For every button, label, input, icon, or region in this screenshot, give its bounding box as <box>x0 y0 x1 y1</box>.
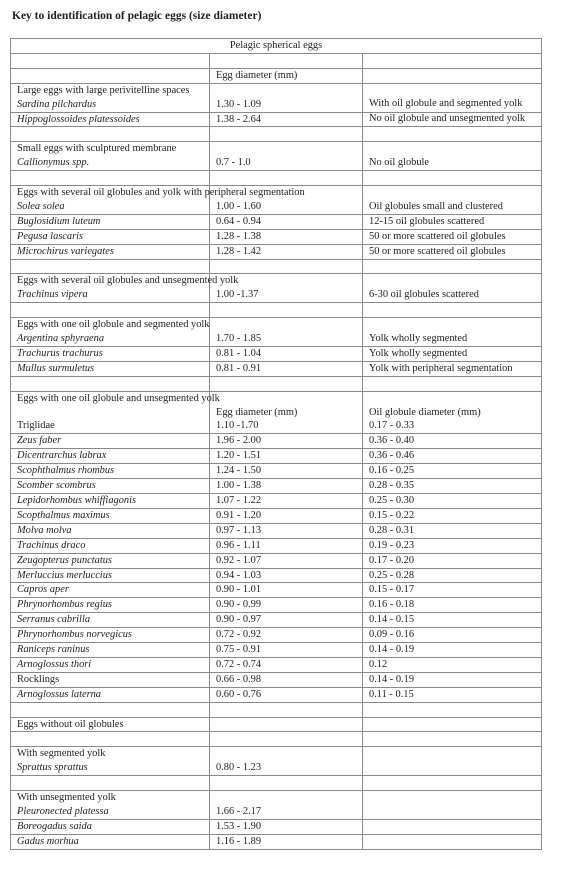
note-cell: No oil globule and unsegmented yolk <box>363 112 542 127</box>
column-header-row <box>11 406 542 420</box>
empty-cell <box>363 186 542 200</box>
empty-cell <box>11 53 210 68</box>
spacer-row <box>11 376 542 391</box>
note-cell: 12-15 oil globules scattered <box>363 214 542 229</box>
species-name: Molva molva <box>11 523 210 538</box>
species-name: Sardina pilchardus <box>11 98 210 112</box>
empty-cell <box>363 318 542 332</box>
empty-cell <box>210 791 363 805</box>
species-name: Raniceps raninus <box>11 643 210 658</box>
egg-diameter: 0.81 - 1.04 <box>210 346 363 361</box>
empty-cell <box>11 406 210 420</box>
note-cell: 0.17 - 0.33 <box>363 419 542 433</box>
empty-cell <box>210 702 363 717</box>
egg-diameter: 0.64 - 0.94 <box>210 214 363 229</box>
note-cell: 0.17 - 0.20 <box>363 553 542 568</box>
table-row <box>11 568 542 583</box>
section-label: Large eggs with large perivitelline spaces <box>11 83 210 97</box>
table-row <box>11 598 542 613</box>
empty-cell <box>363 171 542 186</box>
egg-diameter: 1.66 - 2.17 <box>210 805 363 819</box>
table-row <box>11 361 542 376</box>
species-name: Phrynorhombus regius <box>11 598 210 613</box>
species-name: Scopthalmus maximus <box>11 508 210 523</box>
empty-cell <box>11 259 210 274</box>
empty-cell <box>210 303 363 318</box>
empty-cell <box>363 274 542 288</box>
section-label: With unsegmented yolk <box>11 791 210 805</box>
table-row <box>11 672 542 687</box>
empty-cell <box>210 732 363 747</box>
empty-cell <box>11 303 210 318</box>
empty-cell <box>11 776 210 791</box>
table-row <box>11 643 542 658</box>
egg-diameter-header: Egg diameter (mm) <box>210 68 363 83</box>
note-cell: 6-30 oil globules scattered <box>363 288 542 302</box>
note-cell: 0.36 - 0.40 <box>363 434 542 449</box>
section-row <box>11 391 542 405</box>
empty-cell <box>210 142 363 156</box>
note-cell: Yolk wholly segmented <box>363 332 542 346</box>
section-label: Eggs with several oil globules and unsegmented yolk <box>11 274 210 288</box>
note-cell: 0.14 - 0.19 <box>363 672 542 687</box>
table-header-row <box>11 39 542 54</box>
egg-diameter: 0.80 - 1.23 <box>210 761 363 775</box>
species-name: Pegusa lascaris <box>11 229 210 244</box>
table-row <box>11 657 542 672</box>
note-cell: 50 or more scattered oil globules <box>363 229 542 244</box>
spacer-row <box>11 53 542 68</box>
note-cell: 0.25 - 0.30 <box>363 494 542 509</box>
main-header-cell: Pelagic spherical eggs <box>11 39 542 54</box>
section-label: Small eggs with sculptured membrane <box>11 142 210 156</box>
empty-cell <box>363 142 542 156</box>
spacer-row <box>11 171 542 186</box>
empty-cell <box>11 732 210 747</box>
species-name: Scomber scombrus <box>11 479 210 494</box>
note-cell: With oil globule and segmented yolk <box>363 98 542 112</box>
identification-key-table <box>10 38 542 850</box>
table-row <box>11 200 542 214</box>
egg-diameter: 0.90 - 0.97 <box>210 613 363 628</box>
empty-cell <box>11 171 210 186</box>
empty-cell <box>210 83 363 97</box>
species-name: Gadus morhua <box>11 834 210 849</box>
section-label: Eggs with one oil globule and unsegmented yolk <box>11 391 210 405</box>
egg-diameter: 1.53 - 1.90 <box>210 819 363 834</box>
egg-diameter: 1.07 - 1.22 <box>210 494 363 509</box>
species-name: Trachurus trachurus <box>11 346 210 361</box>
species-name: Buglosidium luteum <box>11 214 210 229</box>
table-row <box>11 156 542 170</box>
column-header-row <box>11 68 542 83</box>
species-name: Argentina sphyraena <box>11 332 210 346</box>
empty-cell <box>363 732 542 747</box>
table-row <box>11 494 542 509</box>
species-name: Solea solea <box>11 200 210 214</box>
egg-diameter: 1.00 - 1.60 <box>210 200 363 214</box>
egg-diameter: 0.97 - 1.13 <box>210 523 363 538</box>
note-cell: 0.28 - 0.35 <box>363 479 542 494</box>
section-row <box>11 274 542 288</box>
spacer-row <box>11 127 542 142</box>
species-name: Rocklings <box>11 672 210 687</box>
section-row <box>11 318 542 332</box>
egg-diameter: 1.70 - 1.85 <box>210 332 363 346</box>
note-cell: Yolk with peripheral segmentation <box>363 361 542 376</box>
spacer-row <box>11 776 542 791</box>
egg-diameter-header: Egg diameter (mm) <box>210 406 363 420</box>
species-name: Trachinus vipera <box>11 288 210 302</box>
egg-diameter: 1.10 -1.70 <box>210 419 363 433</box>
section-label: Eggs with one oil globule and segmented yolk <box>11 318 210 332</box>
egg-diameter: 0.94 - 1.03 <box>210 568 363 583</box>
species-name: Capros aper <box>11 583 210 598</box>
table-row <box>11 538 542 553</box>
empty-cell <box>363 303 542 318</box>
note-cell: 0.36 - 0.46 <box>363 449 542 464</box>
egg-diameter: 0.90 - 1.01 <box>210 583 363 598</box>
empty-cell <box>363 791 542 805</box>
empty-cell <box>210 259 363 274</box>
table-row <box>11 523 542 538</box>
spacer-row <box>11 303 542 318</box>
note-cell: 0.15 - 0.22 <box>363 508 542 523</box>
spacer-row <box>11 732 542 747</box>
species-name: Callionymus spp. <box>11 156 210 170</box>
empty-cell <box>363 53 542 68</box>
species-name: Sprattus sprattus <box>11 761 210 775</box>
egg-diameter: 0.72 - 0.92 <box>210 628 363 643</box>
species-name: Zeus faber <box>11 434 210 449</box>
table-row <box>11 687 542 702</box>
species-name: Trachinus draco <box>11 538 210 553</box>
species-name: Scophthalmus rhombus <box>11 464 210 479</box>
note-cell: Yolk wholly segmented <box>363 346 542 361</box>
section-row <box>11 186 542 200</box>
empty-cell <box>210 717 363 732</box>
egg-diameter: 1.16 - 1.89 <box>210 834 363 849</box>
egg-diameter: 1.24 - 1.50 <box>210 464 363 479</box>
egg-diameter: 0.91 - 1.20 <box>210 508 363 523</box>
empty-cell <box>363 776 542 791</box>
species-name: Lepidorhombus whiffiagonis <box>11 494 210 509</box>
note-cell: Oil globules small and clustered <box>363 200 542 214</box>
section-row <box>11 747 542 761</box>
species-name: Zeugopterus punctatus <box>11 553 210 568</box>
section-row <box>11 142 542 156</box>
note-cell: 0.28 - 0.31 <box>363 523 542 538</box>
empty-cell <box>363 376 542 391</box>
empty-cell <box>11 702 210 717</box>
empty-cell <box>363 127 542 142</box>
oil-globule-diameter-header: Oil globule diameter (mm) <box>363 406 542 420</box>
egg-diameter: 1.96 - 2.00 <box>210 434 363 449</box>
empty-cell <box>210 127 363 142</box>
table-row <box>11 229 542 244</box>
egg-diameter: 1.00 -1.37 <box>210 288 363 302</box>
empty-cell <box>11 376 210 391</box>
egg-diameter: 0.81 - 0.91 <box>210 361 363 376</box>
note-cell: 0.14 - 0.19 <box>363 643 542 658</box>
table-row <box>11 244 542 259</box>
species-name: Phrynorhombus norvegicus <box>11 628 210 643</box>
egg-diameter: 0.72 - 0.74 <box>210 657 363 672</box>
table-row <box>11 214 542 229</box>
egg-diameter: 1.38 - 2.64 <box>210 112 363 127</box>
species-name: Arnoglossus laterna <box>11 687 210 702</box>
table-row <box>11 805 542 819</box>
note-cell: 0.25 - 0.28 <box>363 568 542 583</box>
egg-diameter: 1.28 - 1.38 <box>210 229 363 244</box>
section-row <box>11 717 542 732</box>
section-row <box>11 83 542 97</box>
empty-cell <box>363 83 542 97</box>
empty-cell <box>210 376 363 391</box>
table-row <box>11 112 542 127</box>
egg-diameter: 0.60 - 0.76 <box>210 687 363 702</box>
table-row <box>11 346 542 361</box>
section-label: Eggs without oil globules <box>11 717 210 732</box>
table-row <box>11 288 542 302</box>
egg-diameter: 0.75 - 0.91 <box>210 643 363 658</box>
egg-diameter: 0.7 - 1.0 <box>210 156 363 170</box>
table-row <box>11 819 542 834</box>
table-row <box>11 628 542 643</box>
section-label: With segmented yolk <box>11 747 210 761</box>
note-cell: 0.11 - 0.15 <box>363 687 542 702</box>
empty-cell <box>363 259 542 274</box>
empty-cell <box>363 702 542 717</box>
table-row <box>11 508 542 523</box>
table-row <box>11 464 542 479</box>
note-cell <box>363 761 542 775</box>
empty-cell <box>210 776 363 791</box>
species-name: Dicentrarchus labrax <box>11 449 210 464</box>
spacer-row <box>11 702 542 717</box>
egg-diameter: 1.20 - 1.51 <box>210 449 363 464</box>
table-row <box>11 479 542 494</box>
table-row <box>11 761 542 775</box>
empty-cell <box>210 318 363 332</box>
table-row <box>11 583 542 598</box>
table-row <box>11 613 542 628</box>
species-name: Merluccius merluccius <box>11 568 210 583</box>
empty-cell <box>210 747 363 761</box>
note-cell: 0.12 <box>363 657 542 672</box>
note-cell: 0.09 - 0.16 <box>363 628 542 643</box>
note-cell: 0.16 - 0.25 <box>363 464 542 479</box>
table-row <box>11 419 542 433</box>
species-name: Triglidae <box>11 419 210 433</box>
document-title: Key to identification of pelagic eggs (size diameter) <box>12 10 262 22</box>
note-cell <box>363 805 542 819</box>
egg-diameter: 0.66 - 0.98 <box>210 672 363 687</box>
egg-diameter: 1.28 - 1.42 <box>210 244 363 259</box>
species-name: Mullus surmuletus <box>11 361 210 376</box>
note-cell: 50 or more scattered oil globules <box>363 244 542 259</box>
table-body <box>11 39 542 850</box>
note-cell: 0.15 - 0.17 <box>363 583 542 598</box>
note-cell: No oil globule <box>363 156 542 170</box>
species-name: Serranus cabrilla <box>11 613 210 628</box>
note-cell: 0.14 - 0.15 <box>363 613 542 628</box>
species-name: Hippoglossoides platessoides <box>11 112 210 127</box>
spacer-row <box>11 259 542 274</box>
empty-cell <box>210 391 363 405</box>
note-cell: 0.19 - 0.23 <box>363 538 542 553</box>
section-label: Eggs with several oil globules and yolk with peripheral segmentation <box>11 186 210 200</box>
empty-cell <box>210 53 363 68</box>
species-name: Arnoglossus thori <box>11 657 210 672</box>
table-row <box>11 98 542 112</box>
table-row <box>11 553 542 568</box>
egg-diameter: 1.00 - 1.38 <box>210 479 363 494</box>
empty-cell <box>11 68 210 83</box>
table-row <box>11 449 542 464</box>
table-row <box>11 434 542 449</box>
empty-cell <box>11 127 210 142</box>
species-name: Microchirus variegates <box>11 244 210 259</box>
table-row <box>11 834 542 849</box>
egg-diameter: 0.90 - 0.99 <box>210 598 363 613</box>
empty-cell <box>363 717 542 732</box>
table-row <box>11 332 542 346</box>
empty-cell <box>363 68 542 83</box>
egg-diameter: 1.30 - 1.09 <box>210 98 363 112</box>
note-cell: 0.16 - 0.18 <box>363 598 542 613</box>
egg-diameter: 0.92 - 1.07 <box>210 553 363 568</box>
empty-cell <box>210 171 363 186</box>
species-name: Boreogadus saida <box>11 819 210 834</box>
species-name: Pleuronected platessa <box>11 805 210 819</box>
empty-cell <box>363 391 542 405</box>
empty-cell <box>363 747 542 761</box>
note-cell <box>363 819 542 834</box>
note-cell <box>363 834 542 849</box>
egg-diameter: 0.96 - 1.11 <box>210 538 363 553</box>
section-row <box>11 791 542 805</box>
